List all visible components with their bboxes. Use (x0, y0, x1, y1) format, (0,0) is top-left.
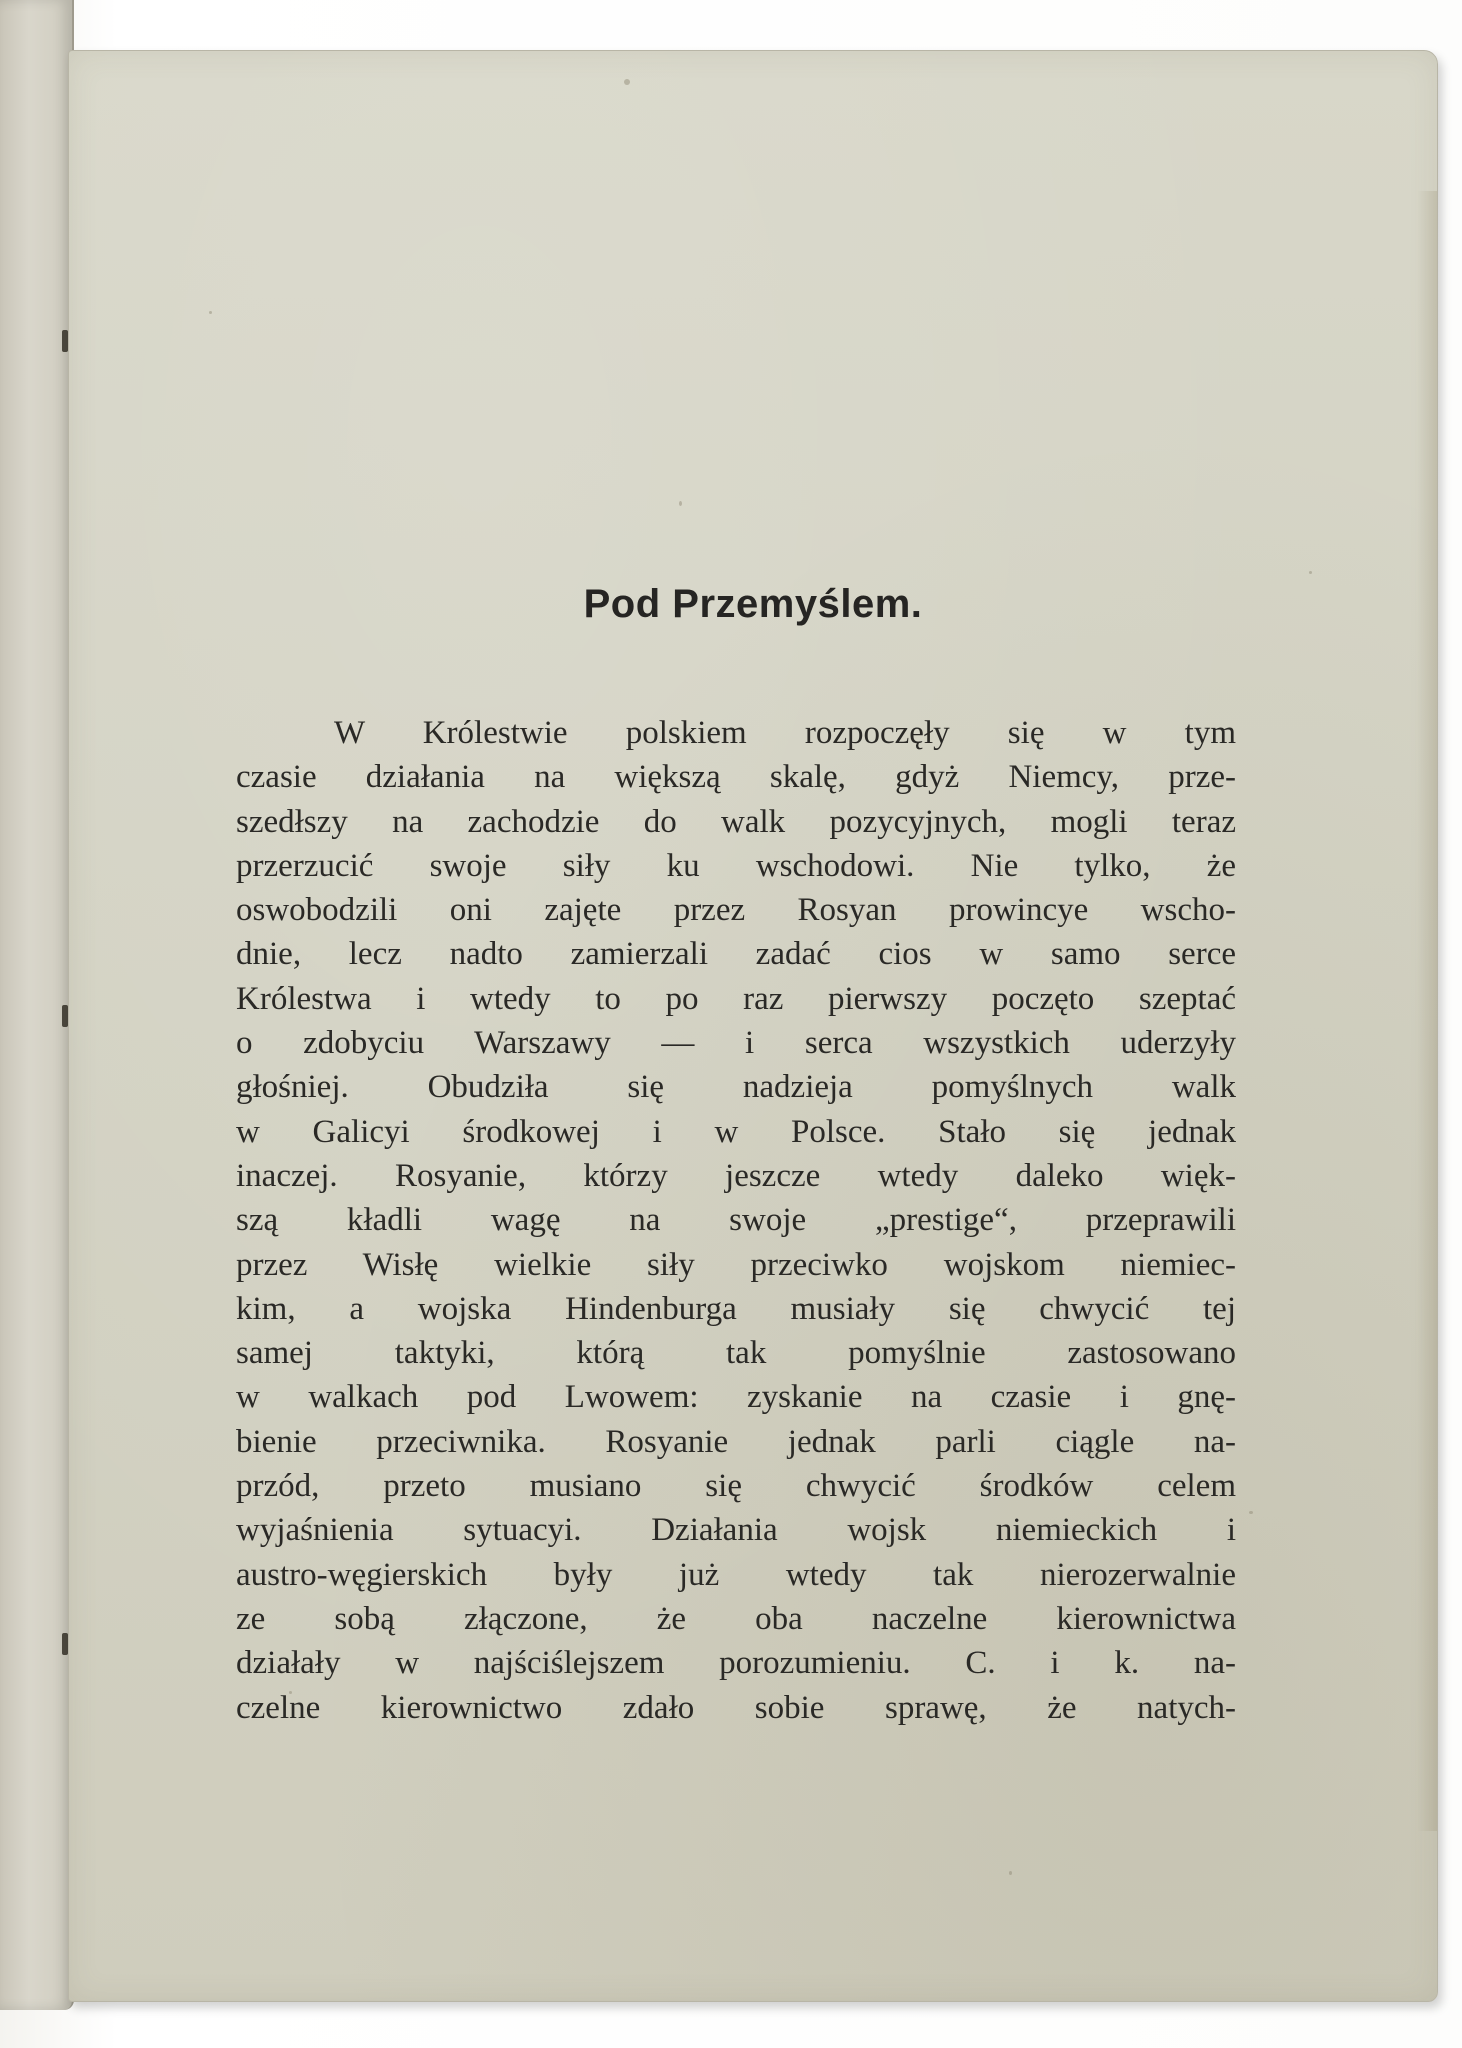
page-title: Pod Przemyślem. (583, 582, 923, 626)
text-line: przerzucić swoje siły ku wschodowi. Nie tylko, że (236, 847, 1236, 884)
text-line: czasie działania na większą skalę, gdyż Niemcy, prze- (236, 759, 1236, 796)
text-line: samej taktyki, którą tak pomyślnie zastosowano (236, 1335, 1236, 1372)
text-line: szą kładli wagę na swoje „prestige“, przeprawili (236, 1202, 1236, 1239)
text-line: ze sobą złączone, że oba naczelne kierownictwa (236, 1600, 1236, 1637)
text-line: oswobodzili oni zajęte przez Rosyan prowincye wscho- (236, 892, 1236, 929)
body-paragraph (236, 711, 1236, 1730)
text-line: działały w najściślejszem porozumieniu. C. i k. na- (236, 1645, 1236, 1682)
text-line: W Królestwie polskiem rozpoczęły się w tym (334, 715, 1236, 751)
text-line: austro-węgierskich były już wtedy tak nierozerwalnie (236, 1556, 1236, 1593)
text-line: szedłszy na zachodzie do walk pozycyjnych, mogli teraz (236, 803, 1236, 840)
text-line: o zdobyciu Warszawy — i serca wszystkich uderzyły (236, 1025, 1236, 1062)
text-line: przód, przeto musiano się chwycić środków celem (236, 1468, 1236, 1505)
paper-fleck (1009, 1871, 1012, 1875)
text-line: inaczej. Rosyanie, którzy jeszcze wtedy daleko więk- (236, 1157, 1236, 1194)
text-line: kim, a wojska Hindenburga musiały się chwycić tej (236, 1290, 1236, 1327)
text-line: głośniej. Obudziła się nadzieja pomyślnych walk (236, 1069, 1236, 1106)
text-line: czelne kierownictwo zdało sobie sprawę, że natych- (236, 1689, 1236, 1726)
text-line: w Galicyi środkowej i w Polsce. Stało się jednak (236, 1113, 1236, 1150)
text-line: bienie przeciwnika. Rosyanie jednak parli ciągle na- (236, 1423, 1236, 1460)
text-line: przez Wisłę wielkie siły przeciwko wojskom niemiec- (236, 1246, 1236, 1283)
paper-fleck (1249, 1511, 1253, 1514)
paper-fleck (209, 311, 212, 314)
text-line: wyjaśnienia sytuacyi. Działania wojsk niemieckich i (236, 1512, 1236, 1549)
page-edge-shadow (1417, 191, 1437, 1831)
text-line: w walkach pod Lwowem: zyskanie na czasie i gnę- (236, 1379, 1236, 1416)
paper-fleck (679, 501, 682, 506)
paper-fleck (624, 79, 630, 85)
book-page (68, 50, 1438, 2002)
paper-fleck (1309, 571, 1312, 574)
text-line: dnie, lecz nadto zamierzali zadać cios w samo serce (236, 936, 1236, 973)
text-line: Królestwa i wtedy to po raz pierwszy poczęto szeptać (236, 980, 1236, 1017)
